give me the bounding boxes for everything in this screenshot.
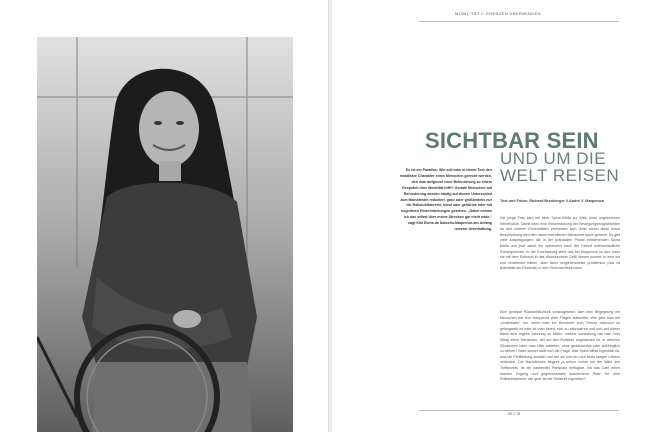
- portrait-photo: [37, 37, 293, 432]
- page-numbers: 30 // 31: [508, 412, 521, 416]
- page-gutter: [328, 0, 332, 432]
- body-paragraph-1: Die junge Frau kam mit einer Spina bifida zur Welt, einer angeborenen Wirbelsäule. Damit kann eine Einschränkung der Bewegungsmöglichkeiten an den unteren Extremitäten verbunden sein. Aber schon diese kurze Beschreibung wird den davon betroffenen Menschen kaum gerecht. Es gibt viele Ausprägungen: die in der pränatalen Phase entstehenden Spina bifida und jede damit hin operierens nach der Geburt unterschiedliche Konsequenzen. In der Kurzfassung steht das bei Maquenca so aus, dass sie mit dem Rollstuhl in das Wohnzentrum CeBi Wesen kommt. In dem wir uns verabredet haben, aber dann vergleichsweise problemlos (das ist jedenfalls der Eindruck) in den Stuhl wechseln kann.: [500, 216, 620, 271]
- subtitle-line-1: UND UM DIE: [500, 149, 607, 168]
- portrait-illustration: [37, 37, 293, 432]
- header-divider: [419, 21, 619, 22]
- section-header: MOBIL!TÄT // GRENZEN ÜBERWINDEN: [455, 11, 541, 16]
- subtitle-line-2: WELT REISEN: [500, 166, 620, 185]
- article-intro: Es ist ein Paradox: Wie soll man in einem Text den mobilitäre Charakter eines Menschen gerecht werden, den man aufgrund einer Behinderung zu einem Gespräch über Mobil!tät trifft? Gerade Menschen mit Behinderung werden häufig auf diesen Unterschied zum Mainstream reduziert, ganz oder größtenteils nur die Rollstuhlfahrerin, blind oder gehörlos oder mit kognitiven Einschränkungen gesehen. „Dabei nehme ich das selbst über meine Strecken gar nicht wahr,“ sagt Kiki Elena da Dalbello-Maquenca am Anfang unserer Unterhaltung.: [399, 168, 492, 232]
- article-byline: Text und Fotos: Richard Brenberger // André V. Maquenca: [500, 199, 604, 203]
- footer-divider: [419, 410, 619, 411]
- body-paragraph-2: Eine gewisse Rücksichtlichkeit vorausgesetzt, kam eine Begegnung mit Menschen wie Kim Maquenca viele Fragen aufwerfen: Wie geht man mit „Anderssein“ um, wenn man bei Berichten zum Thema Inklusion so gelangweilt ist oder ist man bereit, sich zu informieren und sich auf dieser Basis eine eigene Meinung zu bilden, welche Vorstellung hat man vom Alltag eines Menschen, der auf den Rollstuhl angewiesen ist, in welchen Situationen kann man Hilfe anbieten, ohne gedankenlos oder aufdringlich zu wirken? Nicht zuletzt stellt sich die Frage, was Spina bifida eigentlich ist, was die Fehlbildung ausklärt und wie sie sich im Lauf eines langen Lebens verändert. Die Nachdenken beginnt ja schon vorher mit der Wahl des Treffpunkts: Ist ein passender Parkplatz verfügbar, hat das Café einen ebenen Zugang und gegebenenfalls ausreichend Platz, für eine Rollstuhlfahrerin, wie groß ist der Rollstuhl eigentlich?: [500, 310, 620, 382]
- article-subtitle: [500, 150, 620, 184]
- article-title: SICHTBAR SEIN: [425, 128, 599, 153]
